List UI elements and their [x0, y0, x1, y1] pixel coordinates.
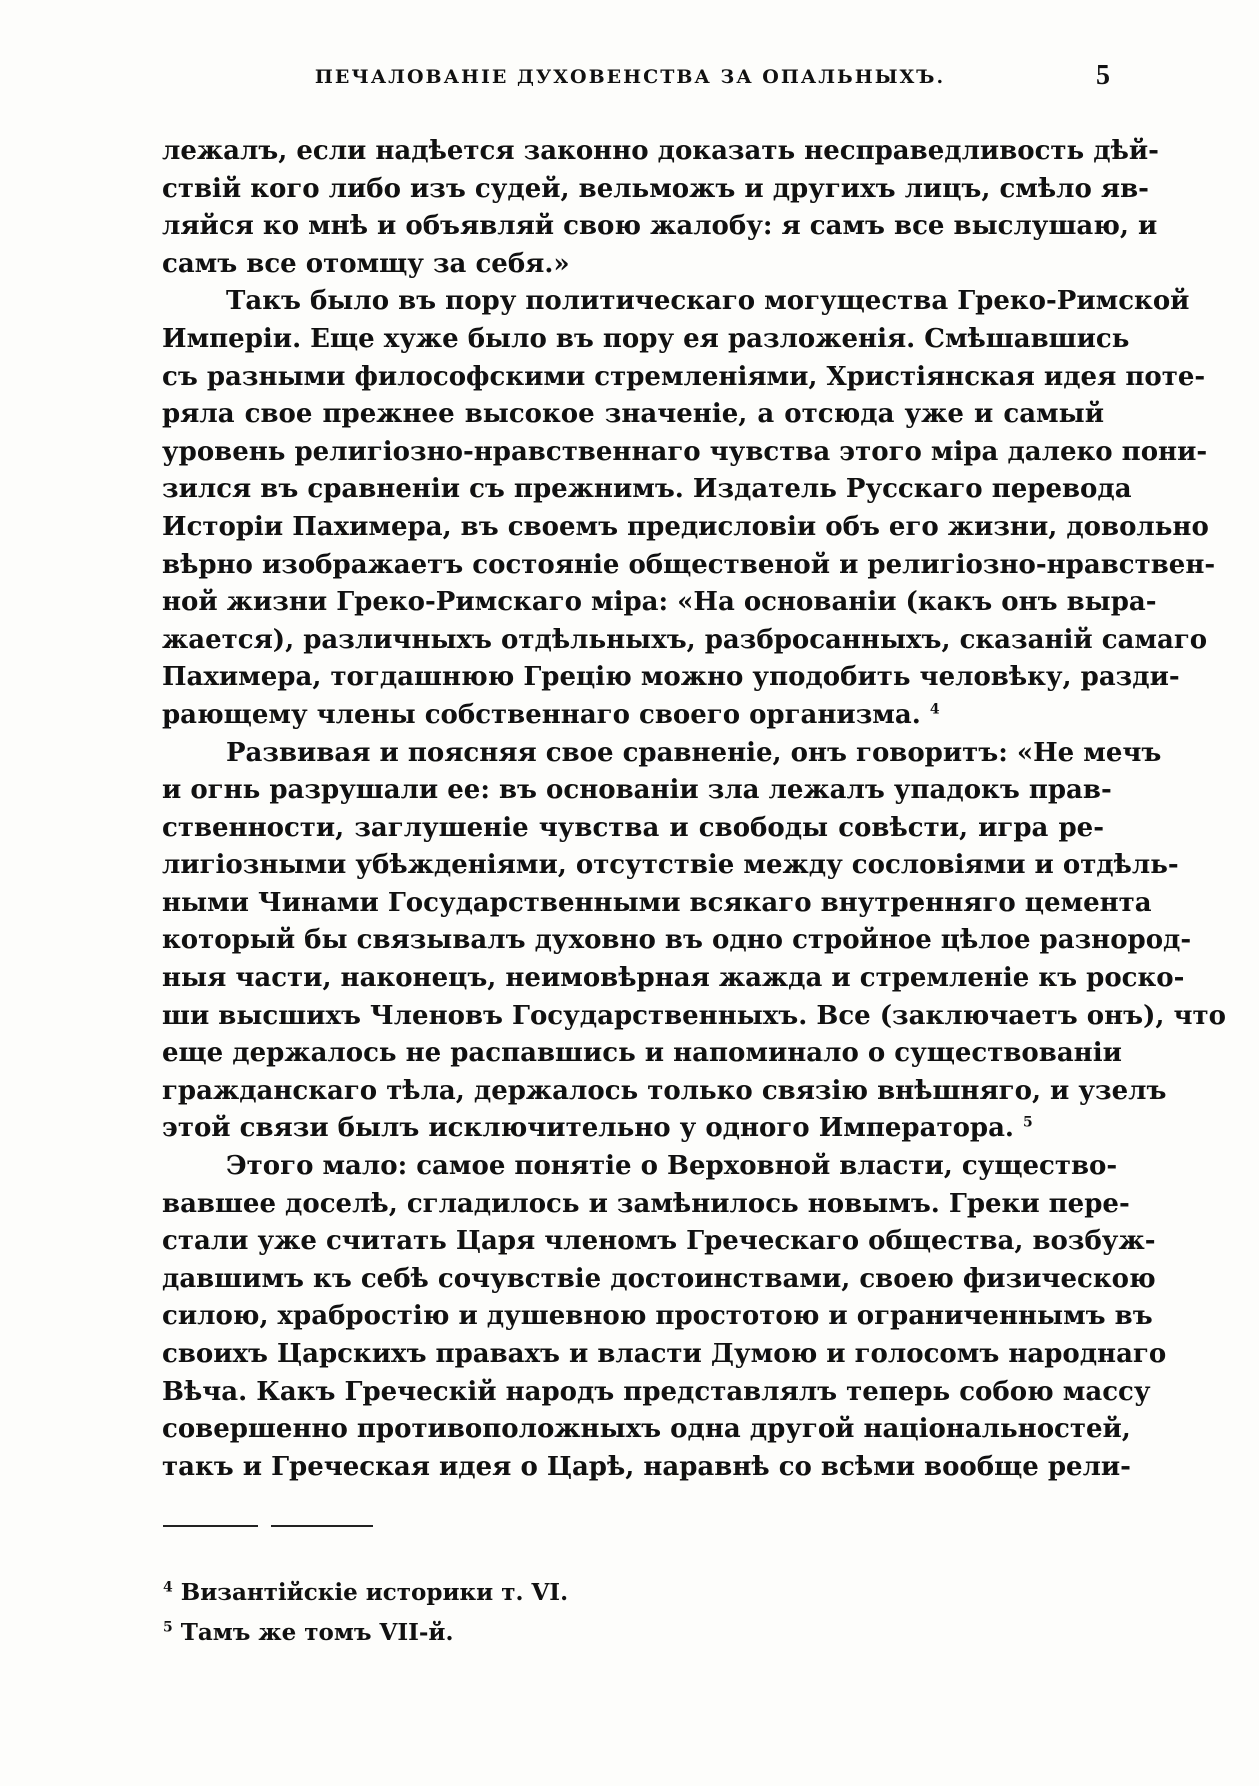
body-text [162, 133, 1226, 1486]
text-line: вѣрно изображаетъ состояніе общественой и религіозно-нравствен- [162, 549, 1216, 580]
text-line: ныя части, наконецъ, неимовѣрная жажда и стремленіе къ роско- [162, 963, 1185, 994]
text-line: Исторіи Пахимера, въ своемъ предисловіи объ его жизни, довольно [162, 511, 1209, 542]
footnote-ref-5[interactable]: 5 [1023, 1114, 1033, 1131]
text-line: ной жизни Греко-Римскаго міра: «На основаніи (какъ онъ выра- [162, 587, 1157, 618]
text-line-with-footnote [162, 1110, 1104, 1148]
footnote-4 [163, 1573, 863, 1613]
text-line: ряла свое прежнее высокое значеніе, а отсюда уже и самый [162, 399, 1104, 430]
text-line: зился въ сравненіи съ прежнимъ. Издатель Русскаго перевода [162, 474, 1132, 505]
text-line: самъ все отомщу за себя.» [162, 248, 570, 279]
text-line: съ разными философскими стремленіями, Христіянская идея поте- [162, 361, 1206, 392]
text-line: совершенно противоположныхъ одна другой національностей, [162, 1414, 1131, 1445]
paragraph-start-line: Этого мало: самое понятіе о Верховной власти, существо- [226, 1151, 1118, 1182]
text-line: лигіозными убѣжденіями, отсутствіе между сословіями и отдѣль- [162, 850, 1179, 881]
text-line: такъ и Греческая идея о Царѣ, наравнѣ со всѣми вообще рели- [162, 1451, 1131, 1482]
footnote-mark: 4 [163, 1579, 173, 1596]
text-line: ши высшихъ Членовъ Государственныхъ. Все (заключаетъ онъ), что [162, 1000, 1226, 1031]
footnote-text: Византійскіе историки т. VI. [180, 1579, 569, 1606]
text-line: ственности, заглушеніе чувства и свободы совѣсти, игра ре- [162, 812, 1104, 843]
text-line: давшимъ къ себѣ сочувствіе достоинствами, своею физическою [162, 1263, 1156, 1294]
text-line: жается), различныхъ отдѣльныхъ, разбросанныхъ, сказаній самаго [162, 624, 1208, 655]
page-number: 5 [1096, 60, 1110, 91]
running-head: ПЕЧАЛОВАНІЕ ДУХОВЕНСТВА ЗА ОПАЛЬНЫХЪ. [314, 66, 946, 88]
text-line: Пахимера, тогдашнюю Грецію можно уподобить человѣку, разди- [162, 662, 1180, 693]
text-line: стали уже считать Царя членомъ Греческаго общества, возбуж- [162, 1226, 1156, 1257]
text-line: ляйся ко мнѣ и объявляй свою жалобу: я самъ все выслушаю, и [162, 211, 1158, 242]
footnote-5 [163, 1613, 863, 1653]
footnote-rule-segment [163, 1525, 258, 1527]
paragraph-start-line: Развивая и поясняя свое сравненіе, онъ говоритъ: «Не мечъ [226, 737, 1162, 768]
text-line-content: рающему члены собственнаго своего организма. [162, 699, 930, 730]
text-line-with-footnote [162, 697, 1104, 735]
text-line: своихъ Царскихъ правахъ и власти Думою и голосомъ народнаго [162, 1339, 1167, 1369]
footnote-rule-segment [271, 1525, 373, 1527]
text-line: ными Чинами Государственными всякаго внутренняго цемента [162, 887, 1152, 918]
footnote-separator [163, 1520, 373, 1532]
text-line: Имперіи. Еще хуже было въ пору ея разложенія. Смѣшавшись [162, 323, 1130, 354]
text-line: и огнь разрушали ее: въ основаніи зла лежалъ упадокъ прав- [162, 775, 1112, 806]
text-line: вавшее доселѣ, сгладилось и замѣнилось новымъ. Греки пере- [162, 1188, 1130, 1219]
text-line: уровень религіозно-нравственнаго чувства этого міра далеко пони- [162, 436, 1208, 467]
text-line: еще держалось не распавшись и напоминало о существованіи [162, 1038, 1122, 1069]
text-line: ствій кого либо изъ судей, вельможъ и другихъ лицъ, смѣло яв- [162, 173, 1149, 204]
footnote-text: Тамъ же томъ VII-й. [180, 1619, 454, 1646]
text-line-content: этой связи былъ исключительно у одного Императора. [162, 1113, 1024, 1144]
text-line: силою, храбростію и душевною простотою и ограниченнымъ въ [162, 1301, 1153, 1332]
text-line: гражданскаго тѣла, держалось только связію внѣшняго, и узелъ [162, 1075, 1167, 1106]
page-header [150, 60, 1110, 96]
text-line: который бы связывалъ духовно въ одно стройное цѣлое разнород- [162, 925, 1192, 956]
footnote-mark: 5 [163, 1619, 173, 1636]
paragraph-start-line: Такъ было въ пору политическаго могущества Греко-Римской [226, 286, 1190, 317]
text-line: лежалъ, если надѣется законно доказать несправедливость дѣй- [162, 136, 1159, 166]
footnote-ref-4[interactable]: 4 [929, 701, 940, 718]
footnotes [163, 1573, 863, 1653]
text-line: Вѣча. Какъ Греческій народъ представлялъ теперь собою массу [162, 1376, 1151, 1407]
